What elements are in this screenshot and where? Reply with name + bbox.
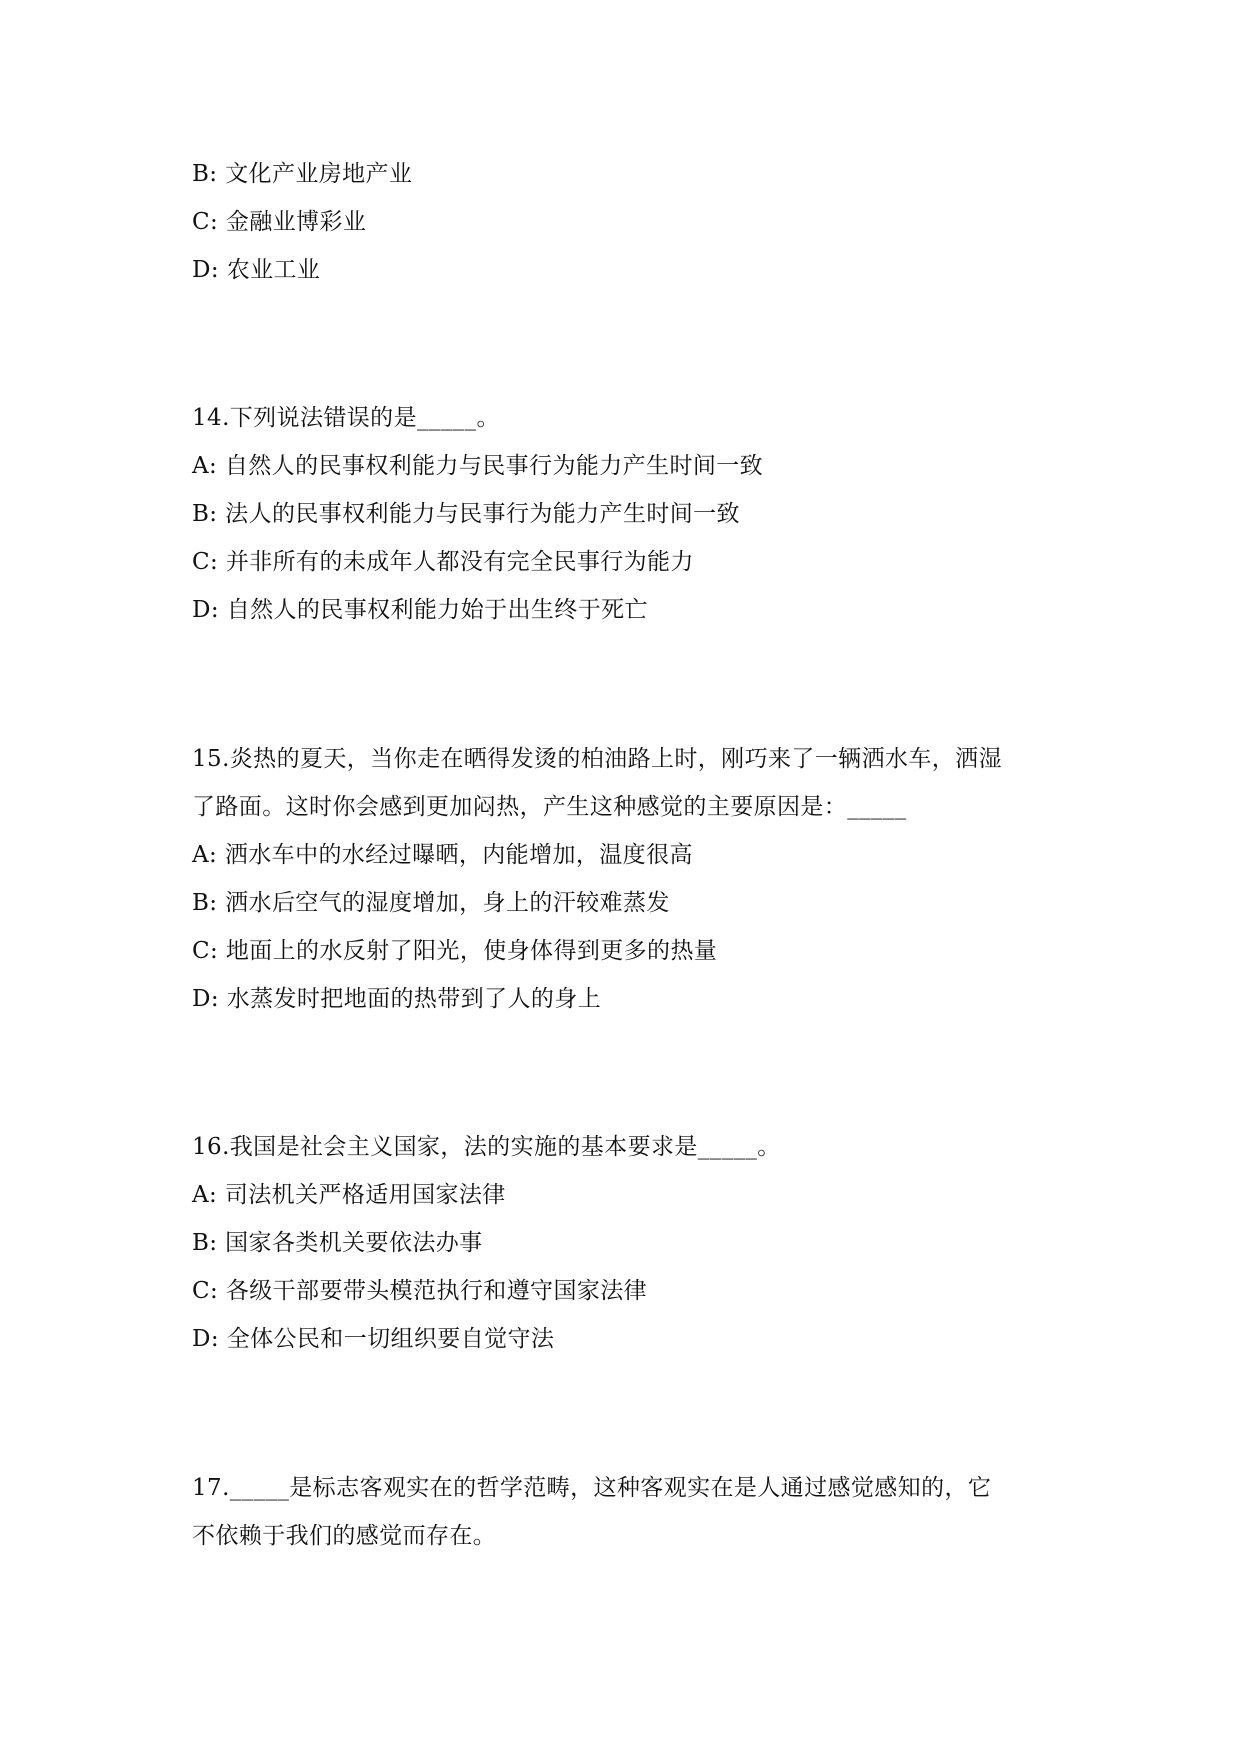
question-15-option-a: A: 洒水车中的水经过曝晒，内能增加，温度很高 [192,842,693,868]
question-17-stem-line-1: 17._____是标志客观实在的哲学范畴，这种客观实在是人通过感觉感知的，它 [192,1475,992,1501]
question-16-option-d: D: 全体公民和一切组织要自觉守法 [192,1326,555,1352]
question-16-option-a: A: 司法机关严格适用国家法律 [192,1182,506,1208]
question-14-option-b: B: 法人的民事权利能力与民事行为能力产生时间一致 [192,501,740,527]
question-15-option-c: C: 地面上的水反射了阳光，使身体得到更多的热量 [192,938,718,964]
option-d: D: 农业工业 [192,257,321,283]
option-c: C: 金融业博彩业 [192,209,367,235]
question-14-option-a: A: 自然人的民事权利能力与民事行为能力产生时间一致 [192,453,764,479]
question-15-option-d: D: 水蒸发时把地面的热带到了人的身上 [192,986,602,1012]
question-15-stem-line-1: 15.炎热的夏天，当你走在晒得发烫的柏油路上时，刚巧来了一辆洒水车，洒湿 [192,746,1002,772]
question-14-option-d: D: 自然人的民事权利能力始于出生终于死亡 [192,597,648,623]
question-14-stem: 14.下列说法错误的是_____。 [192,405,500,431]
question-17-stem-line-2: 不依赖于我们的感觉而存在。 [192,1523,497,1549]
option-b: B: 文化产业房地产业 [192,161,413,187]
question-14-option-c: C: 并非所有的未成年人都没有完全民事行为能力 [192,549,694,575]
question-16-stem: 16.我国是社会主义国家，法的实施的基本要求是_____。 [192,1134,781,1160]
question-15-option-b: B: 洒水后空气的湿度增加，身上的汗较难蒸发 [192,890,670,916]
question-16-option-c: C: 各级干部要带头模范执行和遵守国家法律 [192,1278,648,1304]
question-16-option-b: B: 国家各类机关要依法办事 [192,1230,483,1256]
question-15-stem-line-2: 了路面。这时你会感到更加闷热，产生这种感觉的主要原因是：_____ [192,794,907,820]
